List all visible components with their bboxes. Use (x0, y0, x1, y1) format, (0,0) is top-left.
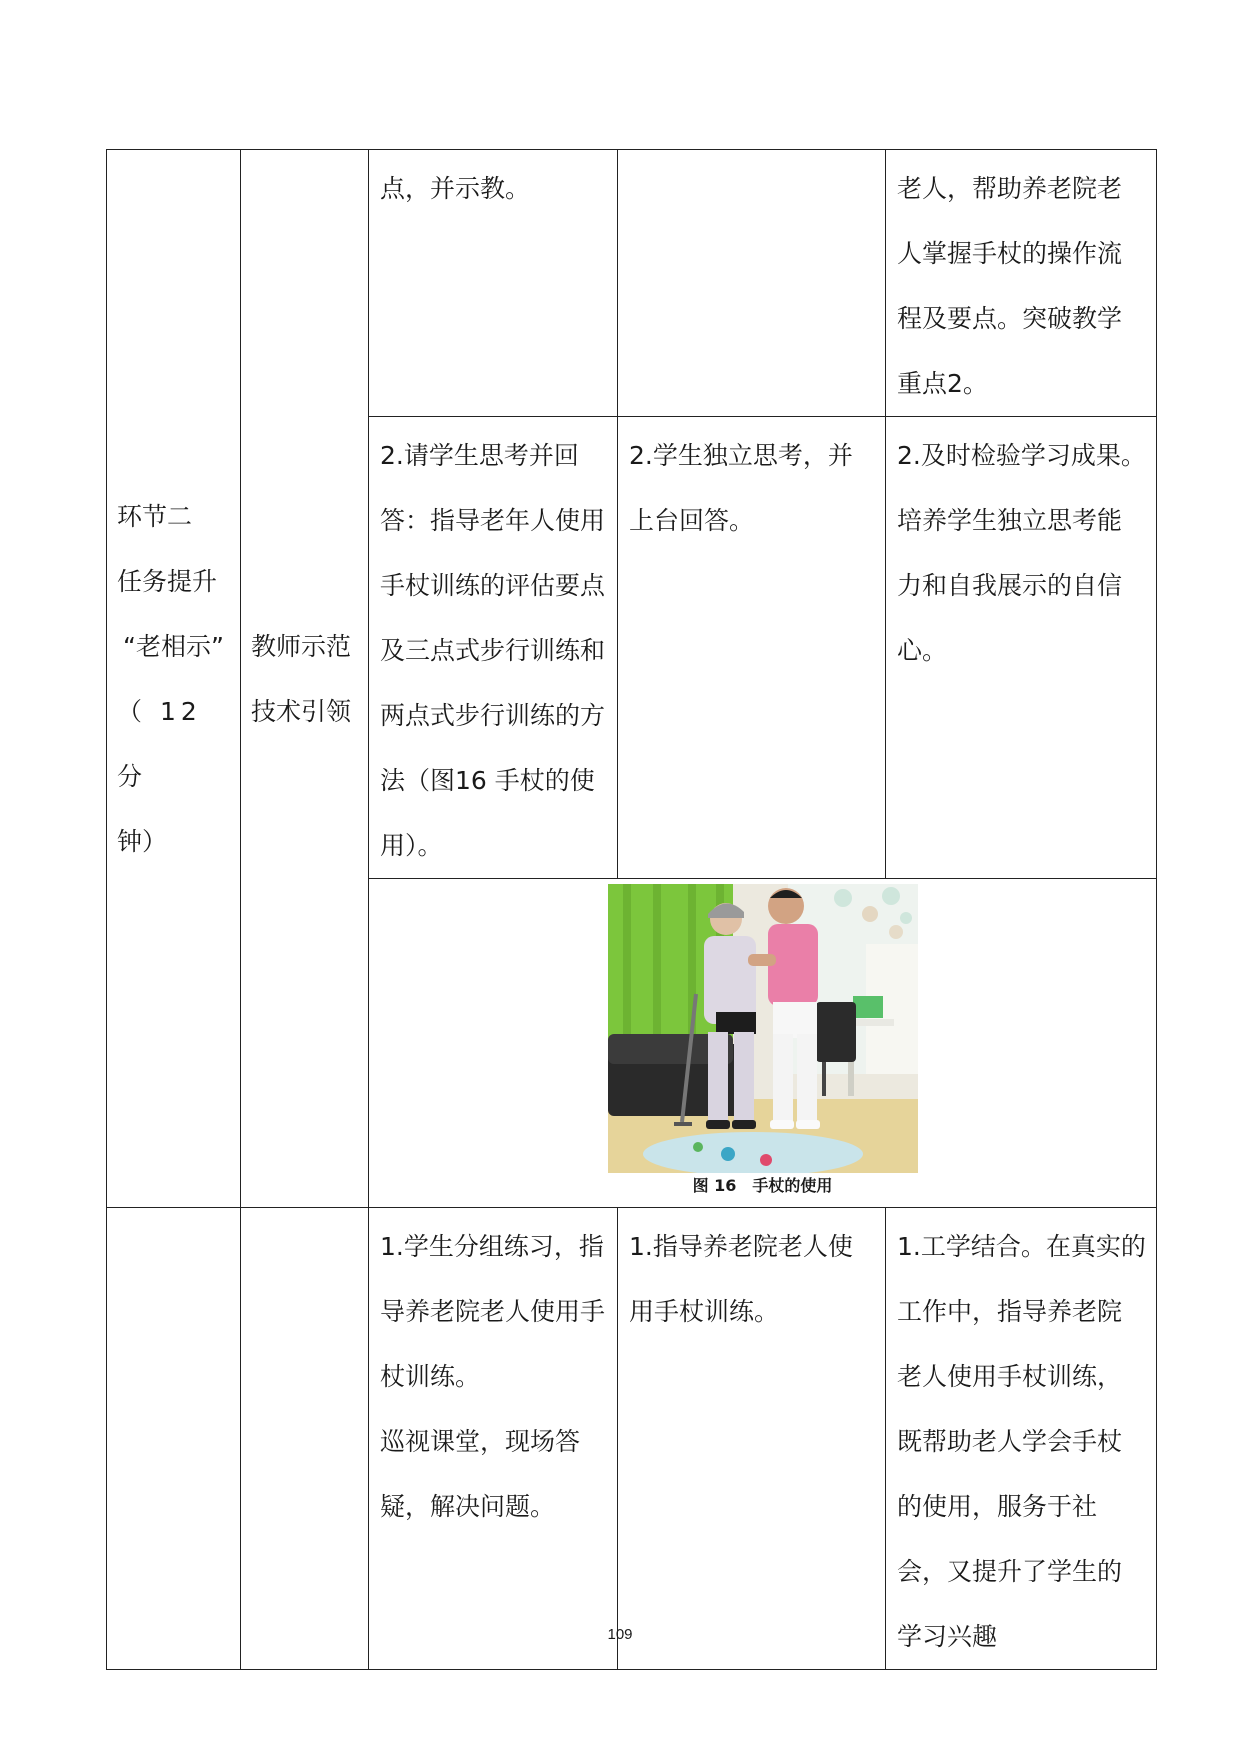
stage-line: 钟） (117, 826, 168, 856)
method-cell (241, 150, 369, 1208)
teacher-activity-cell (369, 1208, 618, 1670)
method-line: 教师示范 (251, 631, 352, 661)
figure-cell (369, 879, 1157, 1208)
method-cell (241, 1208, 369, 1670)
table-row (107, 150, 1157, 417)
stage-line: “老相示” (123, 631, 224, 661)
cane-training-photo (608, 884, 918, 1173)
page-number: 109 (607, 1626, 633, 1643)
student-activity-cell: 2.学生独立思考，并上台回答。 (618, 417, 886, 879)
teacher-activity-text: 1.学生分组练习，指导养老院老人使用手杖训练。 (380, 1232, 606, 1391)
figure-caption: 图 16 手杖的使用 (692, 1176, 833, 1195)
student-activity-cell (618, 150, 886, 417)
stage-line: 环节二 (117, 501, 193, 531)
design-intent-cell: 2.及时检验学习成果。培养学生独立思考能力和自我展示的自信心。 (886, 417, 1157, 879)
teacher-activity-text: 巡视课堂，现场答疑，解决问题。 (380, 1427, 581, 1521)
student-activity-cell: 1.指导养老院老人使用手杖训练。 (618, 1208, 886, 1670)
design-intent-cell: 老人，帮助养老院老人掌握手杖的操作流程及要点。突破教学重点2。 (886, 150, 1157, 417)
method-line: 技术引领 (251, 696, 352, 726)
teacher-activity-cell: 2.请学生思考并回答：指导老年人使用手杖训练的评估要点及三点式步行训练和两点式步行训练的方法（图16 手杖的使用）。 (369, 417, 618, 879)
lesson-plan-table (106, 149, 1157, 1670)
stage-cell (107, 1208, 241, 1670)
teacher-activity-cell: 点，并示教。 (369, 150, 618, 417)
stage-line: （ 12 分 (117, 696, 202, 791)
design-intent-cell: 1.工学结合。在真实的工作中，指导养老院老人使用手杖训练，既帮助老人学会手杖的使用，服务于社会，又提升了学生的学习兴趣 (886, 1208, 1157, 1670)
stage-cell (107, 150, 241, 1208)
stage-line: 任务提升 (117, 566, 218, 596)
table-row (107, 1208, 1157, 1670)
